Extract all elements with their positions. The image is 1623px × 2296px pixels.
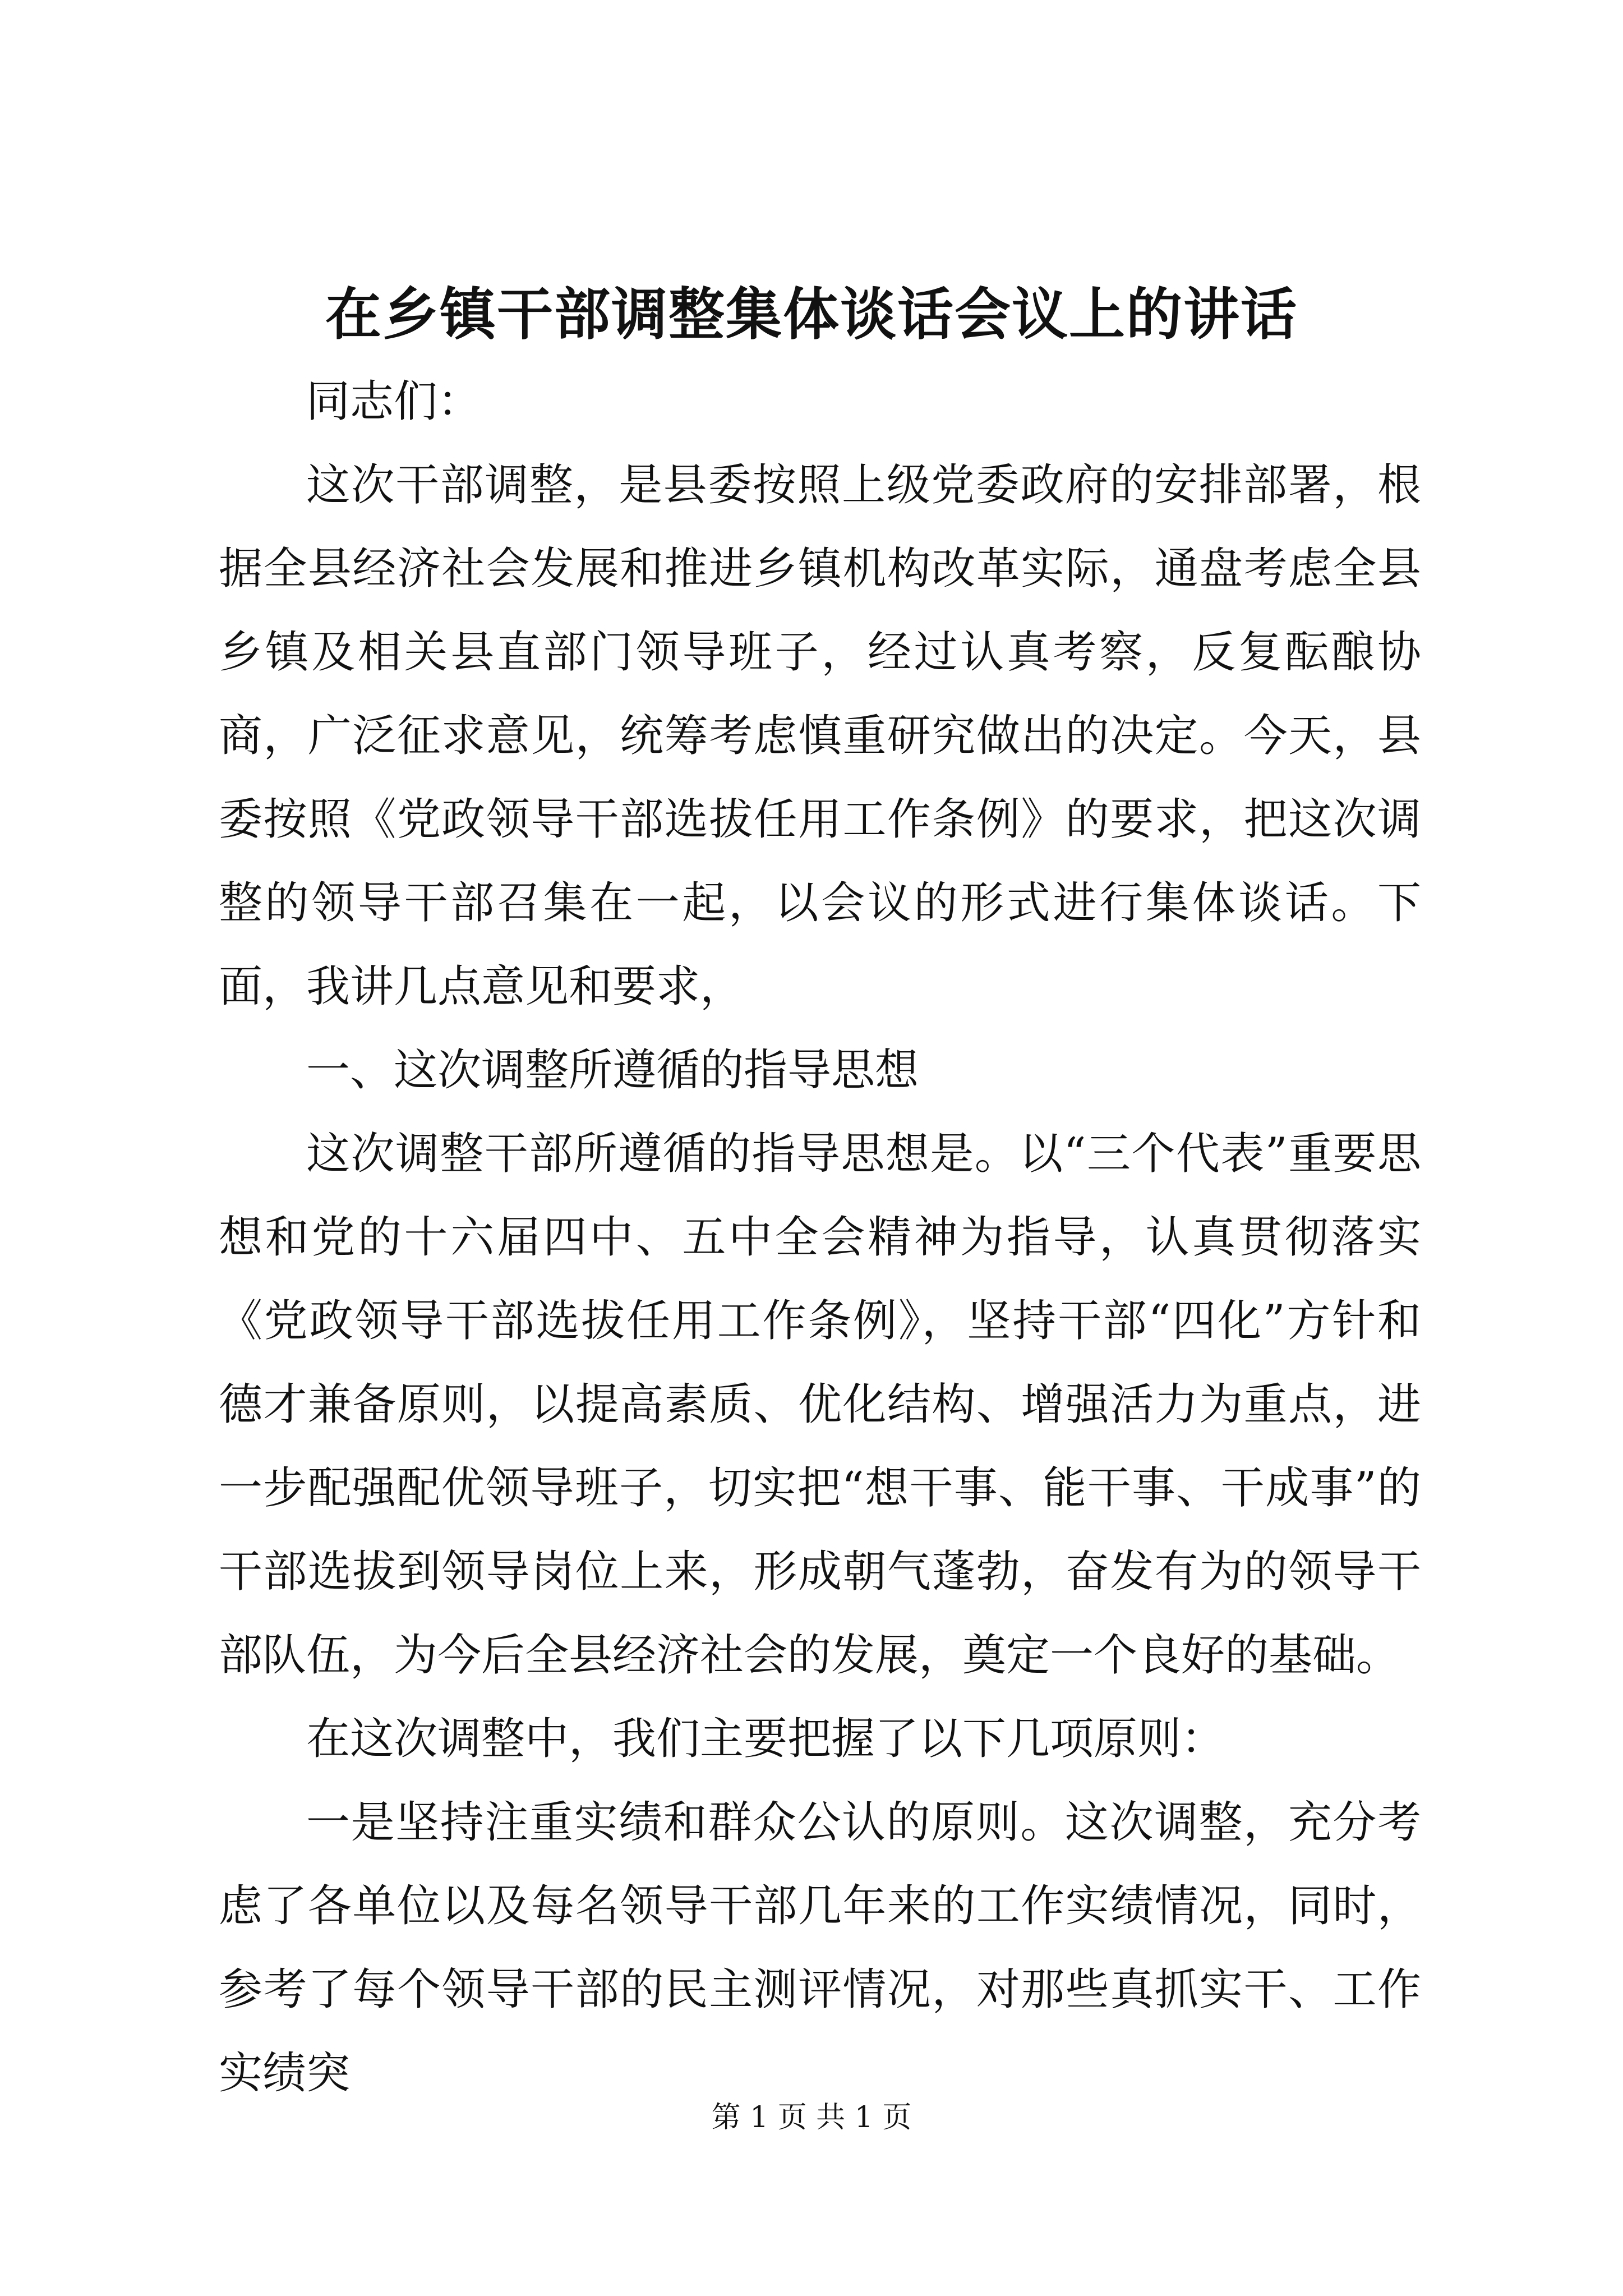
document-title: 在乡镇干部调整集体谈话会议上的讲话: [325, 281, 1298, 347]
salutation: 同志们：: [306, 376, 482, 427]
page-footer: 第 1 页 共 1 页: [711, 2101, 912, 2134]
section-heading-1: 一、这次调整所遵循的指导思想: [306, 1045, 919, 1096]
paragraph-principle-1: 一是坚持注重实绩和群众公认的原则。这次调整，充分考虑了各单位以及每名领导干部几年来的工作实绩情况，同时，参考了每个领导干部的民主测评情况，对那些真抓实干、工作实绩突: [219, 1797, 1421, 2099]
paragraph-intro: 这次干部调整，是县委按照上级党委政府的安排部署，根据全县经济社会发展和推进乡镇机构改革实际，通盘考虑全县乡镇及相关县直部门领导班子，经过认真考察，反复酝酿协商，广泛征求意见，统筹考虑慎重研究做出的决定。今天，县委按照《党政领导干部选拔任用工作条例》的要求，把这次调整的领导干部召集在一起，以会议的形式进行集体谈话。下面，我讲几点意见和要求，: [219, 460, 1421, 1012]
paragraph-guiding-ideology: 这次调整干部所遵循的指导思想是。以“三个代表”重要思想和党的十六届四中、五中全会精神为指导，认真贯彻落实《党政领导干部选拔任用工作条例》，坚持干部“四化”方针和德才兼备原则，以提高素质、优化结构、增强活力为重点，进一步配强配优领导班子，切实把“想干事、能干事、干成事”的干部选拔到领导岗位上来，形成朝气蓬勃，奋发有为的领导干部队伍，为今后全县经济社会的发展，奠定一个良好的基础。: [219, 1129, 1421, 1681]
document-body: [219, 360, 1421, 2115]
paragraph-principles-intro: 在这次调整中，我们主要把握了以下几项原则：: [306, 1714, 1225, 1764]
